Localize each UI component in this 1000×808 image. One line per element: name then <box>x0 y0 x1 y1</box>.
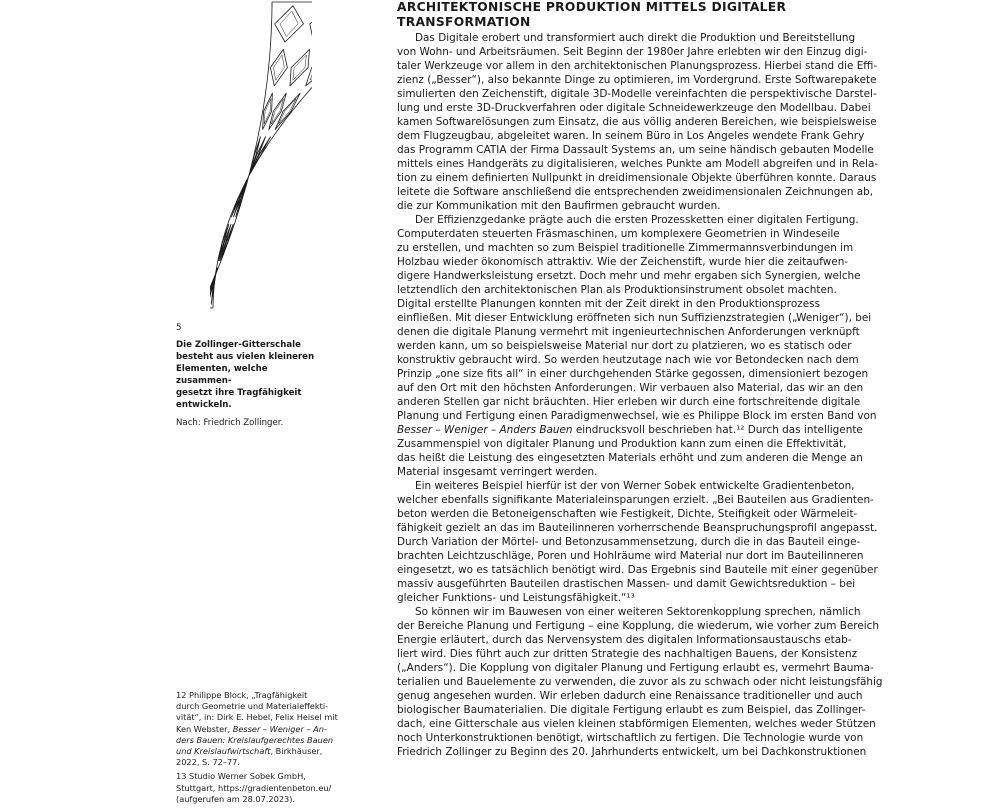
footnote-line <box>176 701 366 712</box>
text-line <box>397 661 997 675</box>
text-line <box>397 437 997 451</box>
text-run: Friedrich Zollinger zu Beginn des 20. Jahrhunderts entwickelt, um bei Dachkonstruktionen <box>397 746 867 758</box>
paragraph <box>397 605 997 759</box>
text-run: lung und erste 3D-Druckverfahren oder digitale Schneidewerkzeuge den Modellbau. Dabei <box>397 102 871 114</box>
text-run: biologischer Baumaterialien. Die digitale Fertigung erlaubt es zum Beispiel, das Zollinger- <box>397 704 866 716</box>
text-run: von Wohn- und Arbeitsräumen. Seit Beginn der 1980er Jahre erlebten wir den Einzug digi- <box>397 46 868 58</box>
italic-text: ders Bauen: Kreislaufgerechtes Bauen <box>176 734 334 745</box>
text-line <box>397 395 997 409</box>
text-line <box>397 563 997 577</box>
text-line <box>397 325 997 339</box>
text-line <box>397 87 997 101</box>
text-run: genug angesehen wurden. Wir erleben dadurch eine Renaissance traditioneller und auch <box>397 690 863 702</box>
footnote-line <box>176 794 366 805</box>
text-line <box>397 297 997 311</box>
caption-line: entwickeln. <box>176 400 232 410</box>
text-run: konstruktiv gebraucht wird. So werden heutzutage nach wie vor Betondecken nach dem <box>397 354 859 366</box>
text-line <box>397 535 997 549</box>
text-run: durch Geometrie und Materialeffekti- <box>176 701 329 712</box>
text-run: dach, eine Gitterschale aus vielen kleinen stabförmigen Elementen, welches weder Stützen <box>397 718 876 730</box>
shell-outer-edge <box>210 2 272 308</box>
text-line <box>397 185 997 199</box>
caption-line: gesetzt ihre Tragfähigkeit <box>176 388 302 398</box>
lattice-cell <box>270 49 287 85</box>
text-run: Der Effizienzgedanke prägte auch die ersten Prozessketten einer digitalen Fertigung. <box>415 214 859 226</box>
text-line <box>397 367 997 381</box>
footnote-line <box>176 771 366 782</box>
text-line <box>397 745 997 759</box>
text-line <box>397 269 997 283</box>
text-line <box>397 73 997 87</box>
text-run: denen die digitale Planung vermehrt mit ingenieurtechnischen Anforderungen verknüpft <box>397 326 860 338</box>
text-line <box>397 171 997 185</box>
text-run: Das Digitale erobert und transformiert auch direkt die Produktion und Bereitstellung <box>415 32 856 44</box>
text-line <box>397 605 997 619</box>
footnote <box>176 690 366 768</box>
text-line <box>397 675 997 689</box>
footnote-line <box>176 690 366 701</box>
text-line <box>397 465 997 479</box>
text-line <box>397 339 997 353</box>
text-run: Material insgesamt verringert werden. <box>397 466 598 478</box>
lattice-cell-inner <box>274 55 285 80</box>
text-run: 12 Philippe Block, „Tragfähigkeit <box>176 690 308 700</box>
text-line <box>397 199 997 213</box>
figure-number: 5 <box>176 323 182 333</box>
article <box>397 0 997 759</box>
footnote-line <box>176 712 366 723</box>
text-run: terialien und Bauelemente zu verwenden, die zuvor als zu schwach oder nicht leistungsfähig <box>397 676 883 688</box>
text-run: Energie erläutert, durch das Nervensystem des digitalen Informationsaustauschs etab- <box>397 634 852 646</box>
text-run: Zusammenspiel von digitaler Planung und Produktion kann zum einen die Effektivität, <box>397 438 847 450</box>
text-run: Stuttgart, https://gradientenbeton.eu/ <box>176 782 332 793</box>
lattice-cell <box>310 6 312 42</box>
text-run: simulierten den Zeichenstift, digitale 3D-Modelle vereinfachten die perspektivische Darstel- <box>397 88 877 100</box>
text-line <box>397 689 997 703</box>
text-line <box>397 717 997 731</box>
text-run: eindrucksvoll beschrieben hat.¹² Durch das intelligente <box>572 424 863 436</box>
text-run: letztendlich den architektonischen Plan als Produktionsinstrument obsolet machten. <box>397 284 837 296</box>
text-run: brachten Leichtzuschläge, Poren und Hohlräume wird Material nur dort im Bauteilinneren <box>397 550 864 562</box>
text-line <box>397 633 997 647</box>
lattice-cell <box>275 6 304 42</box>
text-run: Ken Webster, <box>176 723 233 734</box>
text-line <box>397 549 997 563</box>
caption-line: Elementen, welche zusammen- <box>176 364 268 386</box>
text-run: 13 Studio Werner Sobek GmbH, <box>176 771 306 782</box>
text-line <box>397 255 997 269</box>
text-run: leitete die Software anschließend die entsprechenden zweidimensionalen Zeichnungen ab, <box>397 186 874 198</box>
heading-line: TRANSFORMATION <box>397 14 531 29</box>
text-line <box>397 731 997 745</box>
text-line <box>397 227 997 241</box>
zollinger-lattice-illustration <box>210 0 312 310</box>
text-run: beton werden die Betoneigenschaften wie Festigkeit, Dichte, Steifigkeit oder Wärmeleit- <box>397 508 858 520</box>
paragraph <box>397 479 997 605</box>
text-run: („Anders“). Die Kopplung von digitaler Planung und Fertigung erlaubt es, vermehrt Bauma- <box>397 662 874 674</box>
text-run: das Programm CATIA der Firma Dassault Systems an, um seine händisch gebauten Modelle <box>397 144 874 156</box>
text-run: dem Flugzeugbau, abgeleitet waren. In seinem Büro in Los Angeles wendete Frank Gehry <box>397 130 865 142</box>
lattice-cell-inner <box>253 142 267 167</box>
lattice-drawing <box>210 0 312 310</box>
text-run: kamen Softwarelösungen zum Einsatz, die aus völlig anderen Bereichen, wie beispielsweise <box>397 116 877 128</box>
caption-text <box>176 339 326 411</box>
text-run: , Birkhäuser, <box>270 746 323 757</box>
text-line <box>397 353 997 367</box>
text-line <box>397 241 997 255</box>
text-line <box>397 507 997 521</box>
text-run: massiv ausgeführten Bauteilen drastischen Massen- und damit Gewichtsreduktion – bei <box>397 578 856 590</box>
caption-line: Die Zollinger-Gitterschale <box>176 340 301 350</box>
text-run: digere Handwerksleistung ersetzt. Doch mehr und mehr ergaben sich Synergien, welche <box>397 270 861 282</box>
italic-text: Besser – Weniger – An- <box>232 723 327 734</box>
footnote-line <box>176 746 366 757</box>
text-run: gleicher Funktions- und Leistungsfähigkeit.“¹³ <box>397 592 635 604</box>
text-run: anderen Stellen gar nicht bräuchten. Hier erleben wir durch eine fortschreitende digitale <box>397 396 861 408</box>
text-run: auf den Ort mit den höchsten Anforderungen. Wir verbauen also Material, das wir an den <box>397 382 864 394</box>
section-heading <box>397 0 997 29</box>
text-run: das heißt die Leistung des eingesetzten Materials erhöht und zum anderen die Menge an <box>397 452 863 464</box>
text-line <box>397 619 997 633</box>
text-line <box>397 479 997 493</box>
figure-credit: Nach: Friedrich Zollinger. <box>176 418 284 428</box>
heading-line: ARCHITEKTONISCHE PRODUKTION MITTELS DIGITALER <box>397 0 787 14</box>
text-run: werden kann, um so beispielsweise Material nur dort zu platzieren, wo es statisch oder <box>397 340 852 352</box>
text-run: vität“, in: Dirk E. Hebel, Felix Heisel mit <box>176 712 338 723</box>
text-line <box>397 213 997 227</box>
text-line <box>397 115 997 129</box>
text-line <box>397 409 997 423</box>
text-line <box>397 577 997 591</box>
text-line <box>397 45 997 59</box>
shell-inner-edge <box>213 2 312 308</box>
text-run: fähigkeit gezielt an das im Bauteilinneren vorherrschende Beanspruchungsprofil angepasst. <box>397 522 878 534</box>
text-run: taler Werkzeuge vor allem in den architektonischen Planungsprozess. Hierbei stand die Effi- <box>397 60 878 72</box>
text-run: zu erstellen, und machten so zum Beispiel traditionelle Zimmermannsverbindungen im <box>397 242 854 254</box>
text-run: Ein weiteres Beispiel hierfür ist der von Werner Sobek entwickelte Gradientenbeton, <box>415 480 855 492</box>
text-line <box>397 451 997 465</box>
lattice-cell-inner <box>280 11 298 36</box>
text-run: So können wir im Bauwesen von einer weiteren Sektorenkopplung sprechen, nämlich <box>415 606 861 618</box>
text-line <box>397 591 997 605</box>
text-run: zienz („Besser“), also bekannte Dinge zu optimieren, im Vordergrund. Erste Softwarepakete <box>397 74 877 86</box>
text-line <box>397 703 997 717</box>
text-run: welcher ebenfalls signifikante Materialeinsparungen erzielt. „Bei Bauteilen aus Gradienten- <box>397 494 874 506</box>
text-line <box>397 311 997 325</box>
footnote-line <box>176 757 366 768</box>
text-run: die zur Kommunikation mit den Baufirmen gebraucht wurden. <box>397 200 721 212</box>
text-run: liert wird. Dies führt auch zur dritten Strategie des nachhaltigen Bauens, der Konsistenz <box>397 648 858 660</box>
footnote-line <box>176 724 366 735</box>
text-line <box>397 493 997 507</box>
text-line <box>397 31 997 45</box>
text-run: Digital erstellte Planungen konnten mit der Zeit direkt in den Produktionsprozess <box>397 298 821 310</box>
figure-caption <box>176 322 326 429</box>
text-run: eingesetzt, wo es tatsächlich benötigt wird. Das Ergebnis sind Bauteile mit einer gegenüber <box>397 564 878 576</box>
text-line <box>397 59 997 73</box>
text-run: 2022, S. 72–77. <box>176 757 240 768</box>
text-run: mittels eines Handgeräts zu digitalisieren, welches Punkte am Modell abgreifen und in Rela- <box>397 158 879 170</box>
text-run: Computerdaten steuerten Fräsmaschinen, um komplexere Geometrien in Windeseile <box>397 228 840 240</box>
footnote-line <box>176 735 366 746</box>
caption-line: besteht aus vielen kleineren <box>176 352 315 362</box>
text-line <box>397 283 997 297</box>
text-run: Durch Variation der Mörtel- und Betonzusammensetzung, durch die in das Bauteil einge- <box>397 536 861 548</box>
article-body <box>397 31 997 759</box>
text-run: Prinzip „one size fits all“ in einer durchgehenden Stärke gegossen, dimensioniert bezogen <box>397 368 869 380</box>
text-run: tion zu einem definierten Nullpunkt in dreidimensionale Objekte überführen konnte. Daraus <box>397 172 877 184</box>
text-line <box>397 647 997 661</box>
text-run: Holzbau wieder ökonomisch attraktiv. Wie der Zeichenstift, wurde hier die zeitaufwen- <box>397 256 849 268</box>
text-run: Planung und Fertigung einen Paradigmenwechsel, wie es Philippe Block im ersten Band von <box>397 410 877 422</box>
text-line <box>397 157 997 171</box>
footnotes <box>176 690 366 808</box>
text-line <box>397 129 997 143</box>
text-line <box>397 521 997 535</box>
text-line <box>397 101 997 115</box>
paragraph <box>397 213 997 479</box>
lattice-cell-inner <box>236 186 245 211</box>
text-run: der Bereiche Planung und Fertigung – eine Kopplung, die wiederum, wie vorher zum Bereich <box>397 620 880 632</box>
text-line <box>397 143 997 157</box>
footnote-line <box>176 783 366 794</box>
text-run: einfließen. Mit dieser Entwicklung eröffneten sich nun Suffizienzstrategien („Weniger“), bei <box>397 312 872 324</box>
italic-text: Besser – Weniger – Anders Bauen <box>397 424 573 436</box>
text-run: noch Unterkonstruktionen benötigt, wirtschaftlich zu fertigen. Die Technologie wurde von <box>397 732 864 744</box>
text-line <box>397 381 997 395</box>
paragraph <box>397 31 997 213</box>
text-line <box>397 423 997 437</box>
italic-text: und Kreislaufwirtschaft <box>176 746 271 757</box>
text-run: (aufgerufen am 28.07.2023). <box>176 793 296 804</box>
